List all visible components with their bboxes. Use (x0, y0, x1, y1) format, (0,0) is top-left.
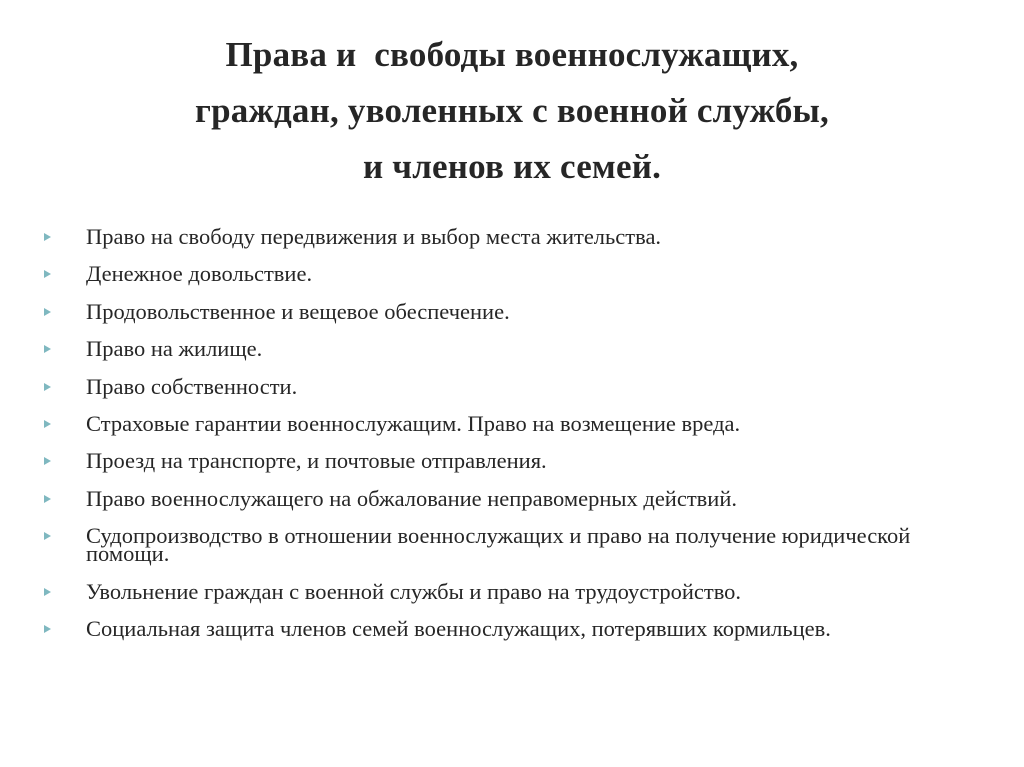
list-item-text: Судопроизводство в отношении военнослужащих и право на получение юридической помощи. (86, 523, 911, 567)
list-item (44, 409, 974, 439)
triangle-bullet-icon (44, 457, 51, 465)
list-item (44, 577, 974, 607)
triangle-bullet-icon (44, 625, 51, 633)
list-item-text: Продовольственное и вещевое обеспечение. (86, 298, 510, 324)
list-item-text: Увольнение граждан с военной службы и право на трудоустройство. (86, 578, 742, 604)
bullet-list (44, 222, 974, 651)
triangle-bullet-icon (44, 383, 51, 391)
list-item (44, 521, 974, 569)
list-item (44, 334, 974, 364)
slide-title-line-3: и членов их семей. (362, 147, 662, 186)
triangle-bullet-icon (44, 270, 51, 278)
list-item (44, 372, 974, 402)
list-item (44, 259, 974, 289)
list-item-text: Страховые гарантии военнослужащим. Право на возмещение вреда. (86, 410, 741, 436)
slide-title-line-2: граждан, уволенных с военной службы, (194, 91, 830, 130)
triangle-bullet-icon (44, 308, 51, 316)
slide-title (40, 27, 984, 195)
list-item-text: Право на свободу передвижения и выбор места жительства. (86, 224, 662, 249)
triangle-bullet-icon (44, 495, 51, 503)
list-item-text: Проезд на транспорте, и почтовые отправления. (86, 448, 547, 474)
list-item (44, 222, 974, 252)
list-item (44, 446, 974, 476)
list-item-text: Право военнослужащего на обжалование неправомерных действий. (86, 485, 737, 511)
list-item-text: Право на жилище. (86, 336, 263, 362)
list-item-text: Право собственности. (86, 373, 298, 399)
list-item-text: Денежное довольствие. (86, 261, 313, 287)
triangle-bullet-icon (44, 532, 51, 540)
triangle-bullet-icon (44, 588, 51, 596)
triangle-bullet-icon (44, 345, 51, 353)
list-item-text: Социальная защита членов семей военнослужащих, потерявших кормильцев. (86, 615, 831, 641)
list-item (44, 484, 974, 514)
list-item (44, 297, 974, 327)
triangle-bullet-icon (44, 233, 51, 241)
list-item (44, 614, 974, 644)
slide-title-line-1: Права и свободы военнослужащих, (225, 35, 799, 74)
triangle-bullet-icon (44, 420, 51, 428)
